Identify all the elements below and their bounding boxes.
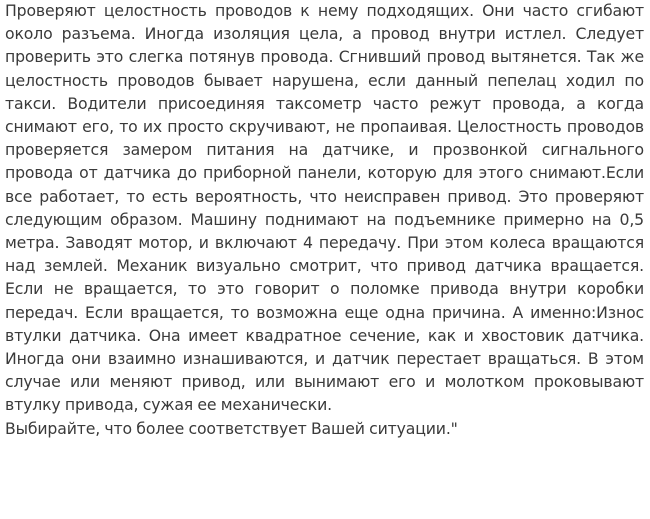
body-paragraph: Проверяют целостность проводов к нему подходящих. Они часто сгибают около разъема. Иногда изоляция цела, а провод внутри истлел. Следует проверить это слегка потянув провода. Сгнивший провод вытянется. Так же целостность проводов бывает нарушена, если данный пепелац ходил по такси. Водители присоединяя таксометр часто режут провода, а когда снимают его, то их просто скручивают, не пропаивая. Целостность проводов проверяется замером питания на датчике, и прозвонкой сигнального провода от датчика до приборной панели, которую для этого снимают.Если все работает, то есть вероятность, что неисправен привод. Это проверяют следующим образом. Машину поднимают на подъемнике примерно на 0,5 метра. Заводят мотор, и включают 4 передачу. При этом колеса вращаются над землей. Механик визуально смотрит, что привод датчика вращается. Если не вращается, то это говорит о поломке привода внутри коробки передач. Если вращается, то возможна еще одна причина. А именно:Износ втулки датчика. Она имеет квадратное сечение, как и хвостовик датчика. Иногда они взаимно изнашиваются, и датчик перестает вращаться. В этом случае или меняют привод, или вынимают его и молотком проковывают втулку привода, сужая ее механически.	[5, 1, 644, 415]
closing-line: Выбирайте, что более соответствует Вашей ситуации."	[5, 418, 458, 438]
